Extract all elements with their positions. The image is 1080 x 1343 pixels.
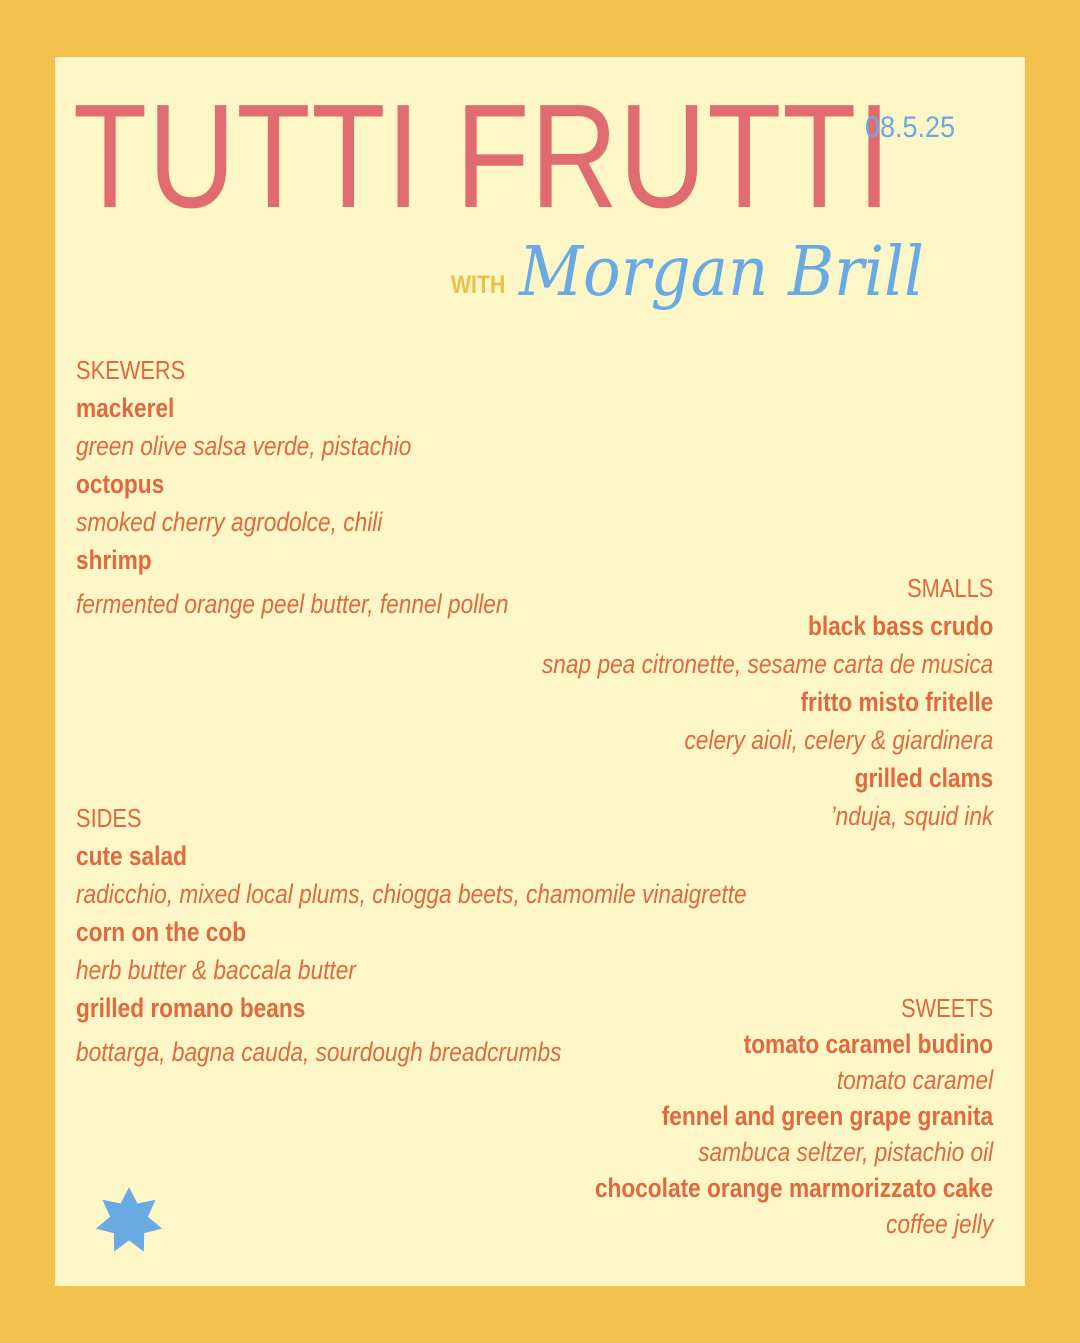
section-smalls <box>542 569 993 835</box>
menu-item-description: smoked cherry agrodolce, chili <box>76 507 383 537</box>
event-date: 08.5.25 <box>865 111 956 144</box>
menu-item-description: snap pea citronette, sesame carta de musica <box>541 649 993 679</box>
menu-item-description: celery aioli, celery & giardinera <box>684 725 993 755</box>
menu-item-name: fritto misto fritelle <box>800 687 993 717</box>
menu-card <box>55 57 1025 1286</box>
section-title: SMALLS <box>906 573 993 603</box>
menu-item-name: fennel and green grape granita <box>661 1101 993 1131</box>
section-skewers <box>76 351 508 623</box>
menu-item-name: mackerel <box>76 393 175 423</box>
menu-item-name: shrimp <box>76 545 152 575</box>
menu-item-description: tomato caramel <box>836 1065 993 1095</box>
section-title: SIDES <box>76 803 142 833</box>
menu-item-name: black bass crudo <box>807 611 993 641</box>
menu-item-description: sambuca seltzer, pistachio oil <box>698 1137 993 1167</box>
section-title: SKEWERS <box>76 355 186 385</box>
guest-chef-name: Morgan Brill <box>519 233 925 312</box>
menu-item-name: octopus <box>76 469 165 499</box>
menu-item-name: chocolate orange marmorizzato cake <box>594 1173 993 1203</box>
section-sweets <box>595 990 993 1242</box>
menu-item-description: herb butter & baccala butter <box>76 955 356 985</box>
menu-item-name: grilled clams <box>854 763 993 793</box>
with-label: WITH <box>451 271 506 299</box>
menu-item-description: green olive salsa verde, pistachio <box>76 431 412 461</box>
section-title: SWEETS <box>900 993 993 1023</box>
menu-item-description: bottarga, bagna cauda, sourdough breadcrumbs <box>76 1037 562 1067</box>
seven-point-star-icon <box>95 1185 163 1257</box>
menu-item-name: cute salad <box>76 841 187 871</box>
menu-item-name: corn on the cob <box>76 917 247 947</box>
menu-item-name: tomato caramel budino <box>743 1029 993 1059</box>
menu-item-description: radicchio, mixed local plums, chiogga beets, chamomile vinaigrette <box>76 879 747 909</box>
menu-item-description: coffee jelly <box>885 1209 993 1239</box>
menu-item-description: ’nduja, squid ink <box>830 801 993 831</box>
menu-title: TUTTI FRUTTI <box>73 74 892 239</box>
menu-item-description: fermented orange peel butter, fennel pollen <box>76 589 509 619</box>
menu-item-name: grilled romano beans <box>76 993 306 1023</box>
star-shape <box>96 1187 162 1252</box>
